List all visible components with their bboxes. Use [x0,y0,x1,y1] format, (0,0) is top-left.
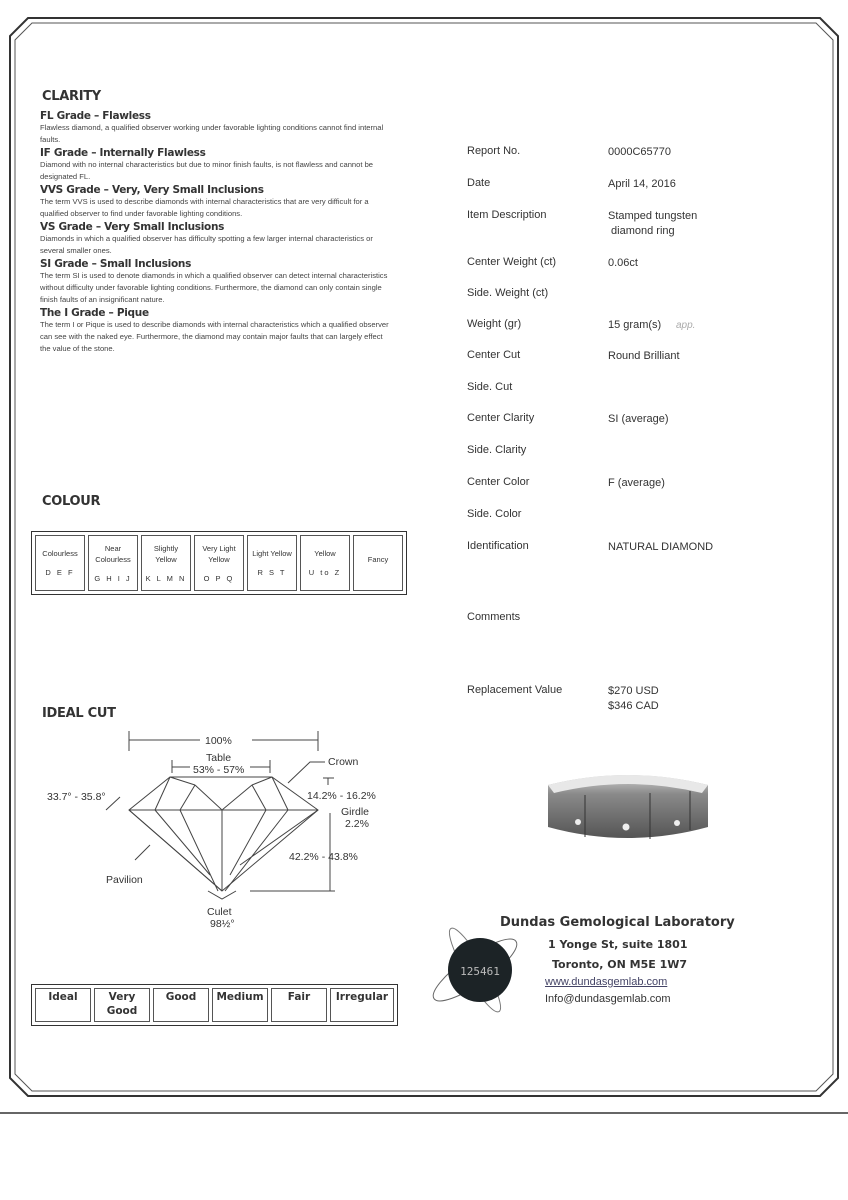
colour-grade-cell [247,535,297,591]
report-label: Item Description [467,209,547,221]
colour-grade-name: Near Colourless [95,543,131,564]
culet-label: Culet [207,906,232,918]
cut-grade-cell: Good [153,988,209,1022]
report-value: April 14, 2016 [608,178,676,190]
width-label: 100% [205,735,232,747]
colour-grade-name: Fancy [367,554,389,564]
clarity-title: CLARITY [42,89,101,104]
colour-grade-name: Yellow [314,549,336,558]
report-label: Center Color [467,476,530,488]
report-value: 0.06ct [608,257,638,269]
colour-grade-name: Light Yellow [252,549,292,558]
colour-grade-letters: K L M N [145,573,187,583]
table-pct: 53% - 57% [193,764,245,776]
girdle-label: Girdle [341,806,370,818]
report-label: Center Cut [467,349,521,361]
report-value: Round Brilliant [608,350,680,362]
colour-grade-letters: R S T [257,568,287,577]
report-label: Identification [467,540,529,552]
clarity-grade-description: The term I or Pique is used to describe diamonds with internal characteristics which a qualified observer can see with the naked eye. Furthermore, the diamond may contain major faults that can largely effect the value of the stone. [40,320,389,353]
report-value: F (average) [608,477,665,489]
girdle-pct: 2.2% [345,818,369,830]
clarity-grade-heading: SI Grade – Small Inclusions [40,258,192,270]
lab-website-link[interactable]: www.dundasgemlab.com [545,976,668,988]
ring-photo [540,765,715,850]
cut-grade-cell: Fair [271,988,327,1022]
ideal-cut-title: IDEAL CUT [42,706,116,721]
clarity-grade-heading: VVS Grade – Very, Very Small Inclusions [40,184,264,196]
colour-grade-name: Very Light Yellow [202,543,236,564]
crown-label: Crown [328,756,359,768]
colour-scale-table [31,531,407,595]
report-value: 0000C65770 [608,146,672,158]
colour-grade-cell [88,535,138,591]
clarity-grade-description: The term SI is used to denote diamonds in which a qualified observer can detect internal characteristics without difficulty under favorable lighting conditions. Furthermore, the diamond can only contain single finish faults of an insignificant nature. [40,271,388,304]
crown-angle: 33.7° - 35.8° [47,791,106,803]
colour-grade-cell [141,535,191,591]
cut-grade-table [31,984,398,1026]
clarity-grade-description: Flawless diamond, a qualified observer working under favorable lighting conditions cannot find internal faults. [40,123,384,144]
clarity-grades [40,110,390,355]
clarity-grade-heading: The I Grade – Pique [40,307,149,319]
report-label: Date [467,177,491,189]
colour-grade-letters: U to Z [308,568,342,577]
colour-grade-cell [300,535,350,591]
report-value: NATURAL DIAMOND [608,541,714,553]
lab-name: Dundas Gemological Laboratory [500,915,735,930]
colour-grade-name: Slightly Yellow [153,543,179,564]
colour-grade-letters: D E F [45,568,75,577]
clarity-grade-description: Diamond with no internal characteristics but due to minor finish faults, is not flawless and cannot be designated FL. [40,160,374,181]
lab-seal-hologram [420,925,530,1035]
report-label: Center Weight (ct) [467,256,557,268]
clarity-grade-heading: VS Grade – Very Small Inclusions [40,221,225,233]
crown-pct: 14.2% - 16.2% [307,790,376,802]
report-label: Side. Clarity [467,444,527,456]
cut-grade-cell: Irregular [330,988,394,1022]
pavilion-pct: 42.2% - 43.8% [289,851,358,863]
colour-grade-name: Colourless [42,549,78,558]
cut-grade-cell: Ideal [35,988,91,1022]
report-label: Comments [467,611,521,623]
clarity-grade-heading: FL Grade – Flawless [40,110,151,122]
report-value: 15 gram(s) [608,319,662,331]
lab-address-line1: 1 Yonge St, suite 1801 [548,938,688,951]
colour-title: COLOUR [42,494,101,509]
colour-grade-cell [353,535,403,591]
culet-angle: 98½° [210,918,235,930]
cut-grade-cell: Very Good [94,988,150,1022]
colour-grade-cell [194,535,244,591]
clarity-grade-heading: IF Grade – Internally Flawless [40,147,206,159]
report-label: Side. Weight (ct) [467,287,549,299]
clarity-grade-description: Diamonds in which a qualified observer has difficulty spotting a few larger internal characteristics or several smaller ones. [40,234,373,255]
svg-text:125461: 125461 [460,965,500,978]
report-label: Replacement Value [467,684,563,696]
report-value-note: app. [676,320,696,331]
report-label: Side. Cut [467,381,513,393]
colour-grade-letters: O P Q [203,573,235,583]
lab-email: Info@dundasgemlab.com [545,993,671,1005]
report-label: Side. Color [467,508,522,520]
report-value: SI (average) [608,413,669,425]
diamond-proportions-diagram [40,725,400,935]
report-label: Report No. [467,145,521,157]
cut-grade-cell: Medium [212,988,268,1022]
colour-grade-cell [35,535,85,591]
table-label: Table [206,752,232,764]
pavilion-label: Pavilion [106,874,143,886]
clarity-grade-description: The term VVS is used to describe diamonds with internal characteristics that are very difficult for a qualified observer to find under favorable lighting conditions. [40,197,369,218]
report-label: Weight (gr) [467,318,522,330]
colour-grade-letters: G H I J [94,573,132,583]
report-label: Center Clarity [467,412,535,424]
report-value: Stamped tungsten diamond ring [608,210,698,237]
lab-address-line2: Toronto, ON M5E 1W7 [552,958,688,971]
report-value: $270 USD $346 CAD [608,685,659,712]
